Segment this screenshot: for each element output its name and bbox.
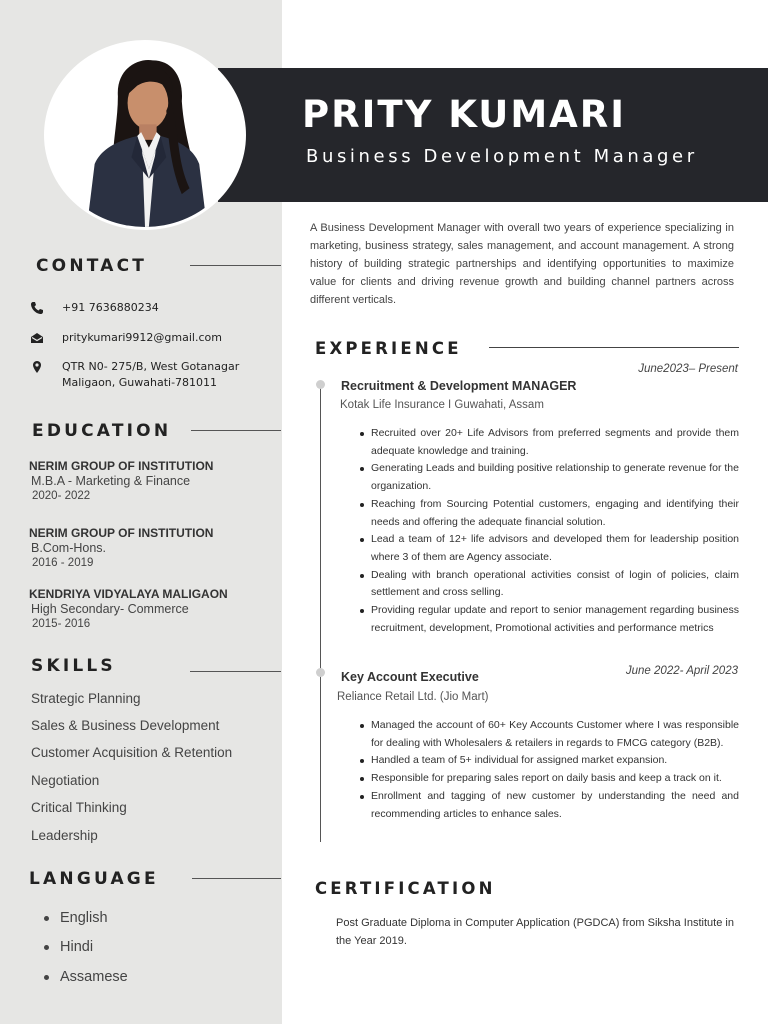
experience-heading: EXPERIENCE [315, 339, 462, 358]
timeline-dot [316, 668, 325, 677]
education-years: 2016 - 2019 [32, 557, 94, 569]
job-role: Key Account Executive [341, 670, 479, 684]
education-degree: M.B.A - Marketing & Finance [31, 474, 191, 488]
contact-heading: CONTACT [36, 256, 148, 276]
job-bullet: Providing regular update and report to senior management regarding business recruitment, development, Promotional activities and performance metrics [355, 602, 739, 637]
language-item [44, 969, 128, 985]
job-bullet: Handled a team of 5+ individual for assigned market expansion. [355, 752, 739, 770]
language-item [44, 939, 93, 955]
language-heading: LANGUAGE [29, 869, 159, 889]
contact-email-row [30, 330, 222, 346]
skills-divider [190, 671, 281, 672]
education-years: 2015- 2016 [32, 618, 91, 630]
skills-heading: SKILLS [31, 656, 116, 676]
email-address[interactable]: pritykumari9912@gmail.com [62, 331, 222, 344]
job-bullets [355, 425, 739, 637]
phone-icon [30, 301, 44, 315]
mail-icon [30, 331, 44, 345]
profile-summary: A Business Development Manager with overall two years of experience specializing in marketing, business strategy, sales management, and account management. A strong history of building strategic partnerships and identifying opportunities to maximize value for clients and driving revenue growth and building channel partners across different verticals. [310, 222, 734, 306]
job-bullet: Generating Leads and building positive relationship to generate revenue for the organization. [355, 460, 739, 495]
language-item [44, 910, 108, 926]
contact-phone-row [30, 300, 159, 316]
education-degree: High Secondary- Commerce [31, 602, 189, 616]
experience-divider [489, 347, 739, 348]
contact-address-row [30, 359, 239, 391]
timeline-dot [316, 380, 325, 389]
phone-number[interactable]: +91 7636880234 [62, 301, 159, 314]
job-bullet: Enrollment and tagging of new customer by understanding the need and recommending articles to enhance sales. [355, 788, 739, 823]
skill-item: Critical Thinking [31, 800, 127, 815]
job-role: Recruitment & Development MANAGER [341, 379, 577, 393]
job-title: Business Development Manager [306, 146, 698, 167]
timeline-line [320, 384, 321, 842]
job-bullet: Dealing with branch operational activities consist of login of policies, claim settlement and cross selling. [355, 567, 739, 602]
job-bullet: Lead a team of 12+ life advisors and developed them for leadership position where 3 of them are Agency associate. [355, 531, 739, 566]
bullet-dot [44, 945, 49, 950]
job-date: June2023– Present [638, 363, 738, 375]
education-school: NERIM GROUP OF INSTITUTION [29, 459, 214, 473]
job-bullet: Reaching from Sourcing Potential customers, engaging and identifying their needs and offering the adequate financial solution. [355, 496, 739, 531]
job-date: June 2022- April 2023 [625, 665, 738, 677]
address-line-1: QTR N0- 275/B, West Gotanagar [62, 360, 240, 373]
education-item [29, 459, 279, 503]
education-heading: EDUCATION [32, 421, 172, 441]
job-company: Reliance Retail Ltd. (Jio Mart) [337, 691, 489, 703]
certification-text: Post Graduate Diploma in Computer Application (PGDCA) from Siksha Institute in the Year 2019. [336, 917, 734, 947]
candidate-name: PRITY KUMARI [302, 93, 627, 136]
language-divider [192, 878, 281, 879]
education-degree: B.Com-Hons. [31, 541, 107, 555]
language-name: Assamese [60, 969, 128, 985]
skill-item: Negotiation [31, 773, 100, 788]
education-years: 2020- 2022 [32, 490, 91, 502]
language-name: Hindi [60, 939, 94, 955]
job-bullet: Managed the account of 60+ Key Accounts Customer where I was responsible for dealing with Wholesalers & retailers in regards to FMCG category (B2B). [355, 717, 739, 752]
bullet-dot [44, 916, 49, 921]
address [62, 359, 239, 391]
certification-heading: CERTIFICATION [315, 879, 496, 898]
job-bullets [355, 717, 739, 823]
profile-photo [44, 40, 246, 230]
skill-item: Leadership [31, 828, 98, 843]
education-item [29, 526, 279, 570]
contact-divider [190, 265, 281, 266]
location-pin-icon [30, 360, 44, 374]
bullet-dot [44, 975, 49, 980]
education-item [29, 587, 279, 631]
address-line-2: Maligaon, Guwahati-781011 [62, 376, 218, 389]
job-bullet: Responsible for preparing sales report on daily basis and keep a track on it. [355, 770, 739, 788]
skill-item: Strategic Planning [31, 691, 141, 706]
education-divider [191, 430, 281, 431]
skill-item: Sales & Business Development [31, 718, 220, 733]
job-company: Kotak Life Insurance I Guwahati, Assam [340, 399, 544, 411]
skill-item: Customer Acquisition & Retention [31, 745, 233, 760]
education-school: KENDRIYA VIDYALAYA MALIGAON [29, 587, 228, 601]
education-school: NERIM GROUP OF INSTITUTION [29, 526, 214, 540]
language-name: English [60, 910, 108, 926]
job-bullet: Recruited over 20+ Life Advisors from preferred segments and provide them adequate knowledge and training. [355, 425, 739, 460]
